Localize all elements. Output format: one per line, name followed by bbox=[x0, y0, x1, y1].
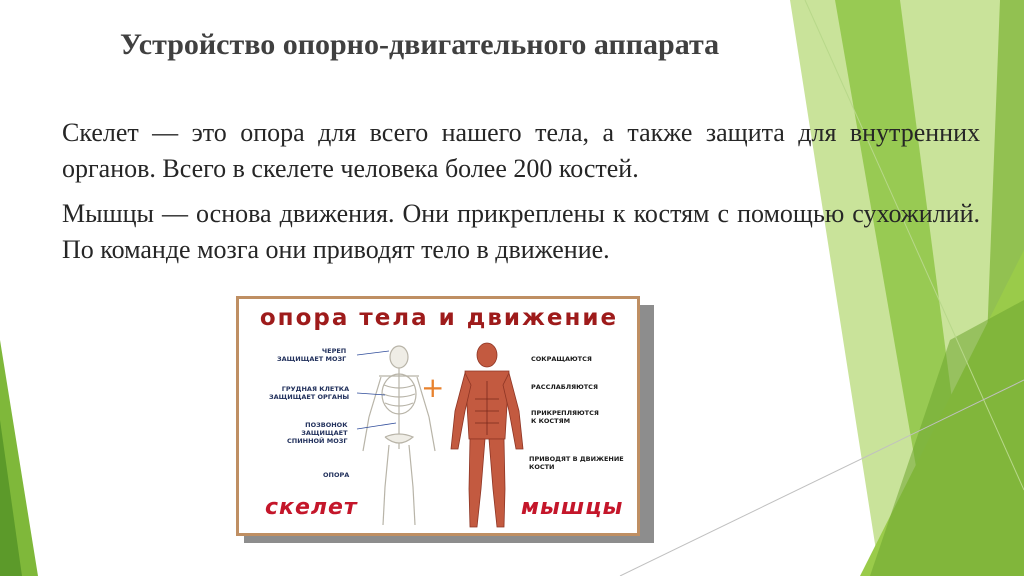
slide-title: Устройство опорно-двигательного аппарата bbox=[120, 28, 720, 61]
poster-image bbox=[236, 296, 640, 536]
label-attach: ПРИКРЕПЛЯЮТСЯ К КОСТЯМ bbox=[531, 409, 599, 425]
label-relax: РАССЛАБЛЯЮТСЯ bbox=[531, 383, 598, 391]
plus-sign: + bbox=[421, 371, 445, 404]
poster-title: опора тела и движение bbox=[259, 305, 619, 331]
caption-muscles: мышцы bbox=[521, 495, 624, 520]
label-support: ОПОРА bbox=[323, 471, 350, 479]
muscle-figure bbox=[451, 343, 523, 527]
label-ribcage: ГРУДНАЯ КЛЕТКА ЗАЩИЩАЕТ ОРГАНЫ bbox=[269, 385, 350, 401]
label-skull: ЧЕРЕП ЗАЩИЩАЕТ МОЗГ bbox=[277, 347, 347, 363]
caption-skeleton: скелет bbox=[265, 495, 358, 520]
label-move: ПРИВОДЯТ В ДВИЖЕНИЕ КОСТИ bbox=[529, 455, 624, 471]
paragraph-muscles: Мышцы — основа движения. Они прикреплены к костям с помощью сухожилий. По команде мозга они приводят тело в движение. bbox=[62, 199, 980, 264]
paragraph-skeleton: Скелет — это опора для всего нашего тела, а также защита для внутренних органов. Всего в скелете человека более 200 костей. bbox=[62, 118, 980, 183]
label-vertebra: ПОЗВОНОК ЗАЩИЩАЕТ СПИННОЙ МОЗГ bbox=[287, 421, 348, 445]
label-contract: СОКРАЩАЮТСЯ bbox=[531, 355, 592, 363]
